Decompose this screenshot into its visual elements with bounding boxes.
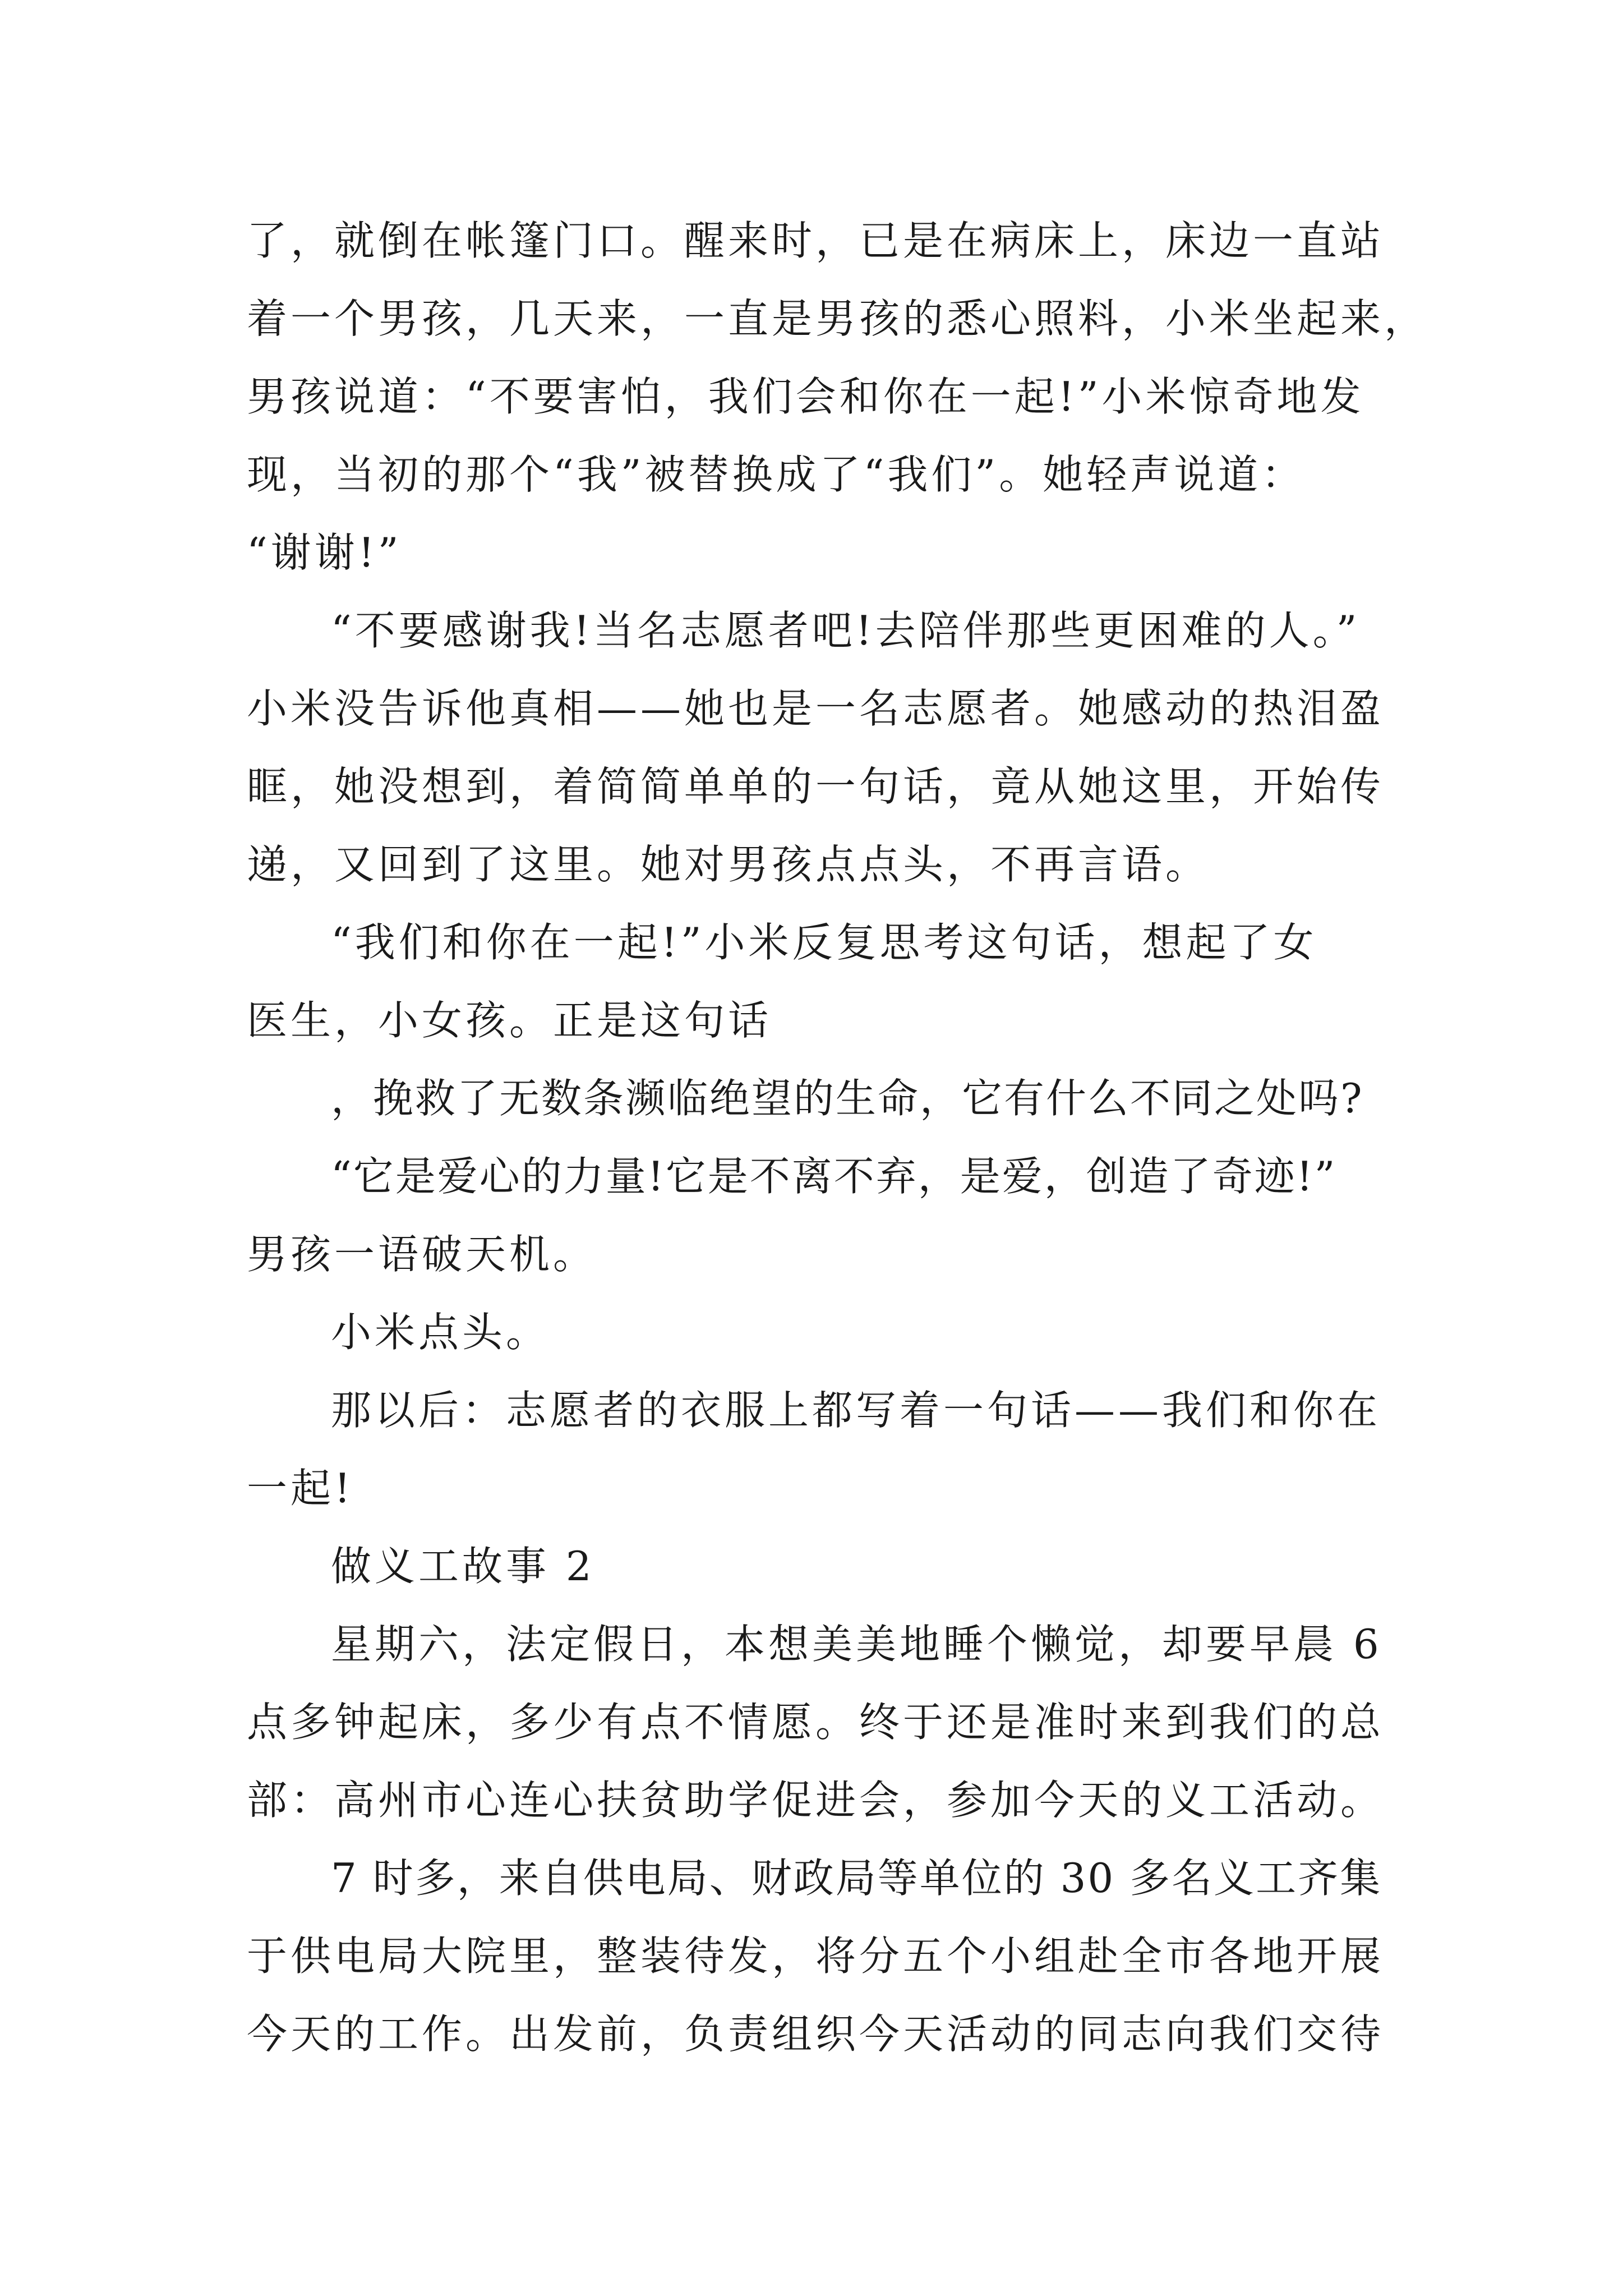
paragraph-start-line: 小米点头。: [331, 1309, 550, 1356]
paragraph-start-line: 星期六，法定假日，本想美美地睡个懒觉，却要早晨 6: [331, 1621, 1382, 1668]
text-line: “谢谢!”: [247, 529, 402, 576]
text-line: 男孩说道：“不要害怕，我们会和你在一起!”小米惊奇地发: [247, 373, 1364, 420]
paragraph-start-line: “它是爱心的力量!它是不离不弃，是爱，创造了奇迹!”: [331, 1153, 1337, 1200]
text-line: 现，当初的那个“我”被替换成了“我们”。她轻声说道：: [247, 451, 1306, 498]
text-line: 男孩一语破天机。: [247, 1231, 597, 1278]
text-line: 今天的工作。出发前，负责组织今天活动的同志向我们交待: [247, 2010, 1385, 2058]
text-line: 小米没告诉他真相——她也是一名志愿者。她感动的热泪盈: [247, 685, 1385, 732]
text-line: 医生，小女孩。正是这句话: [247, 997, 772, 1044]
text-line: 一起!: [247, 1465, 354, 1512]
text-line: 于供电局大院里，整装待发，将分五个小组赴全市各地开展: [247, 1932, 1385, 1980]
text-line: 点多钟起床，多少有点不情愿。终于还是准时来到我们的总: [247, 1699, 1385, 1746]
paragraph-start-line: 那以后：志愿者的衣服上都写着一句话——我们和你在: [331, 1387, 1381, 1434]
section-heading: 做义工故事 2: [331, 1543, 595, 1590]
paragraph-start-line: 7 时多，来自供电局、财政局等单位的 30 多名义工齐集: [331, 1855, 1382, 1902]
text-line: 着一个男孩，几天来，一直是男孩的悉心照料，小米坐起来，: [247, 295, 1428, 342]
body-text: [247, 202, 1428, 2073]
paragraph-start-line: ，挽救了无数条濒临绝望的生命，它有什么不同之处吗?: [331, 1075, 1364, 1122]
text-line: 递，又回到了这里。她对男孩点点头，不再言语。: [247, 841, 1210, 888]
text-line: 眶，她没想到，着简简单单的一句话，竟从她这里，开始传: [247, 763, 1385, 810]
paragraph-start-line: “不要感谢我!当名志愿者吧!去陪伴那些更困难的人。”: [331, 607, 1361, 654]
text-line: 了，就倒在帐篷门口。醒来时，已是在病床上，床边一直站: [247, 217, 1385, 264]
paragraph-start-line: “我们和你在一起!”小米反复思考这句话，想起了女: [331, 919, 1317, 966]
text-line: 部：高州市心连心扶贫助学促进会，参加今天的义工活动。: [247, 1777, 1385, 1824]
